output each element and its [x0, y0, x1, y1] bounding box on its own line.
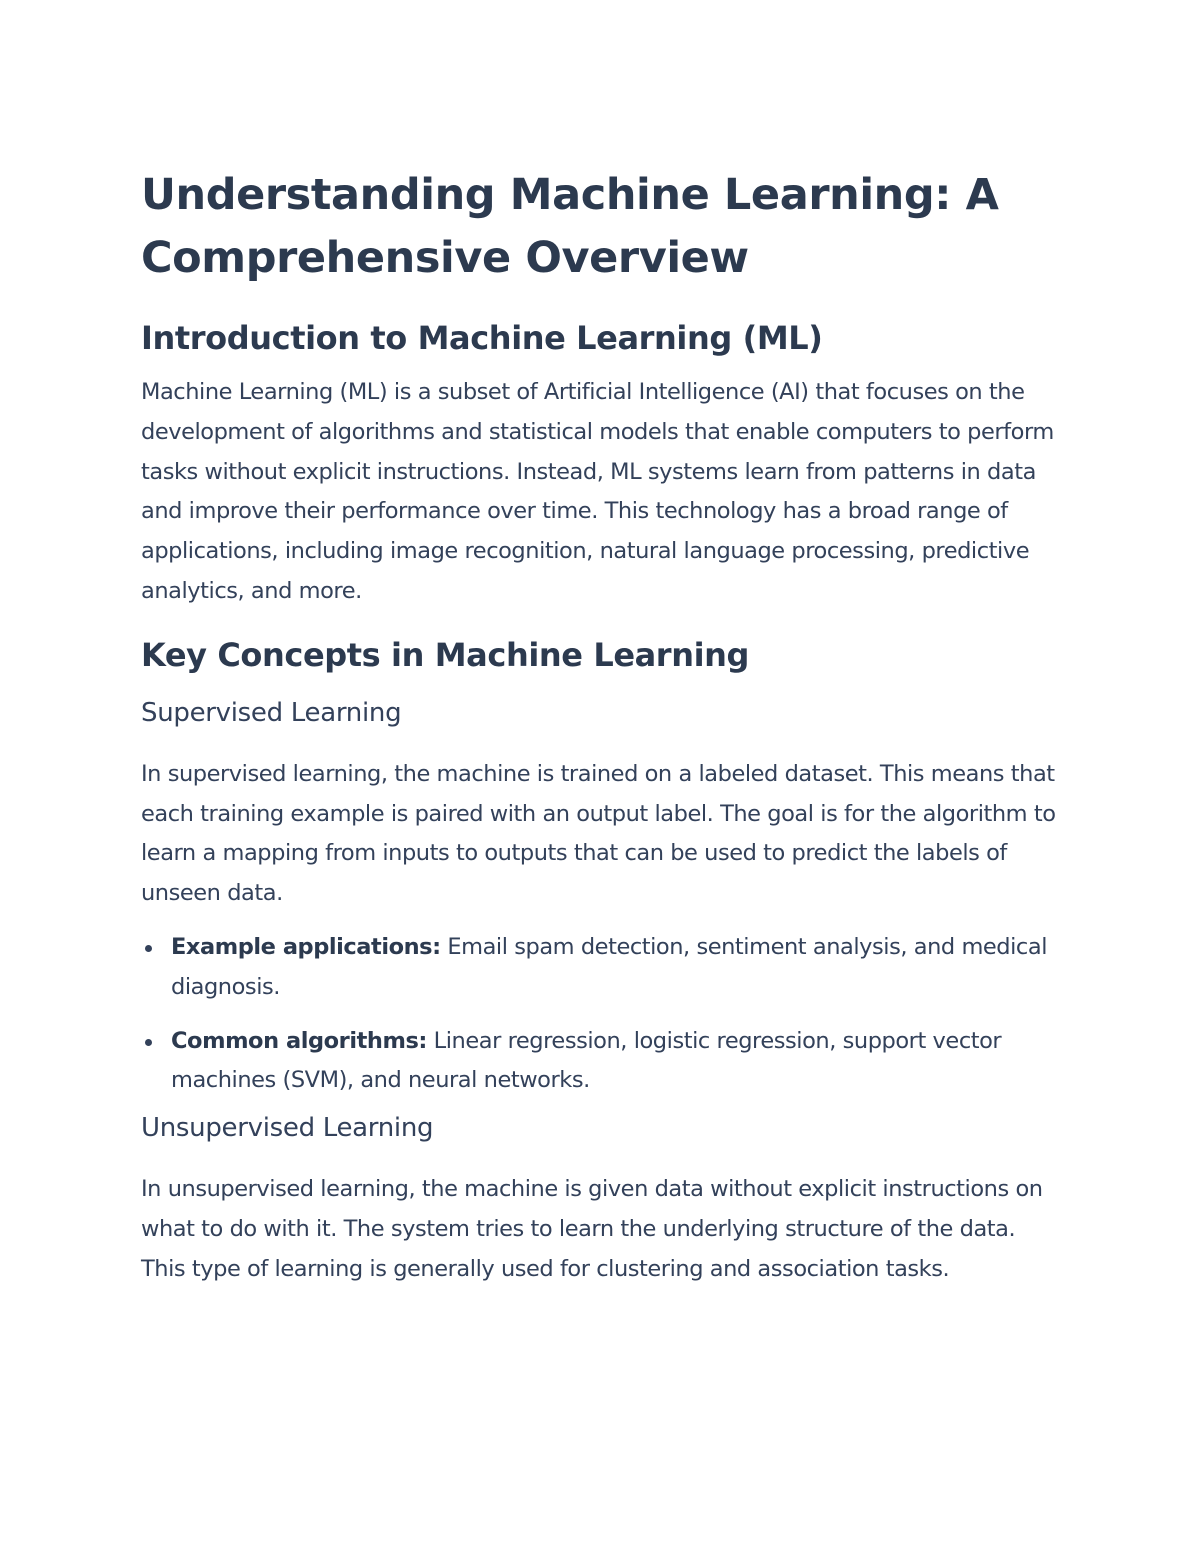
key-concepts-heading: Key Concepts in Machine Learning: [141, 635, 750, 674]
bullet-label: Common algorithms:: [171, 1027, 427, 1054]
document-page: [141, 164, 1059, 1290]
supervised-paragraph: In supervised learning, the machine is trained on a labeled dataset. This means that each training example is paired with an output label. The goal is for the algorithm to learn a mapping from inputs to outputs that can be used to predict the labels of unseen data.: [141, 760, 1056, 907]
bullet-icon: [145, 1039, 152, 1046]
intro-heading: Introduction to Machine Learning (ML): [141, 319, 823, 357]
supervised-heading: Supervised Learning: [141, 697, 402, 728]
unsupervised-paragraph: In unsupervised learning, the machine is given data without explicit instructions on what to do with it. The system tries to learn the underlying structure of the data. This type of learning is generally used for clustering and association tasks.: [141, 1176, 1043, 1282]
unsupervised-heading: Unsupervised Learning: [141, 1113, 434, 1144]
bullet-label: Example applications:: [171, 933, 441, 960]
bullet-text: Email spam detection, sentiment analysis, and medical diagnosis.: [171, 933, 1047, 1000]
bullet-text: Linear regression, logistic regression, support vector machines (SVM), and neural networks.: [171, 1027, 1002, 1094]
list-item: [141, 928, 1059, 1008]
bullet-icon: [145, 945, 152, 952]
page-title: Understanding Machine Learning: A Comprehensive Overview: [141, 170, 999, 283]
supervised-bullet-list: [141, 928, 1059, 1101]
list-item: [141, 1022, 1059, 1102]
intro-paragraph: Machine Learning (ML) is a subset of Artificial Intelligence (AI) that focuses on the development of algorithms and statistical models that enable computers to perform tasks without explicit instructions. Instead, ML systems learn from patterns in data and improve their performance over time. This technology has a broad range of applications, including image recognition, natural language processing, predictive analytics, and more.: [141, 379, 1054, 604]
